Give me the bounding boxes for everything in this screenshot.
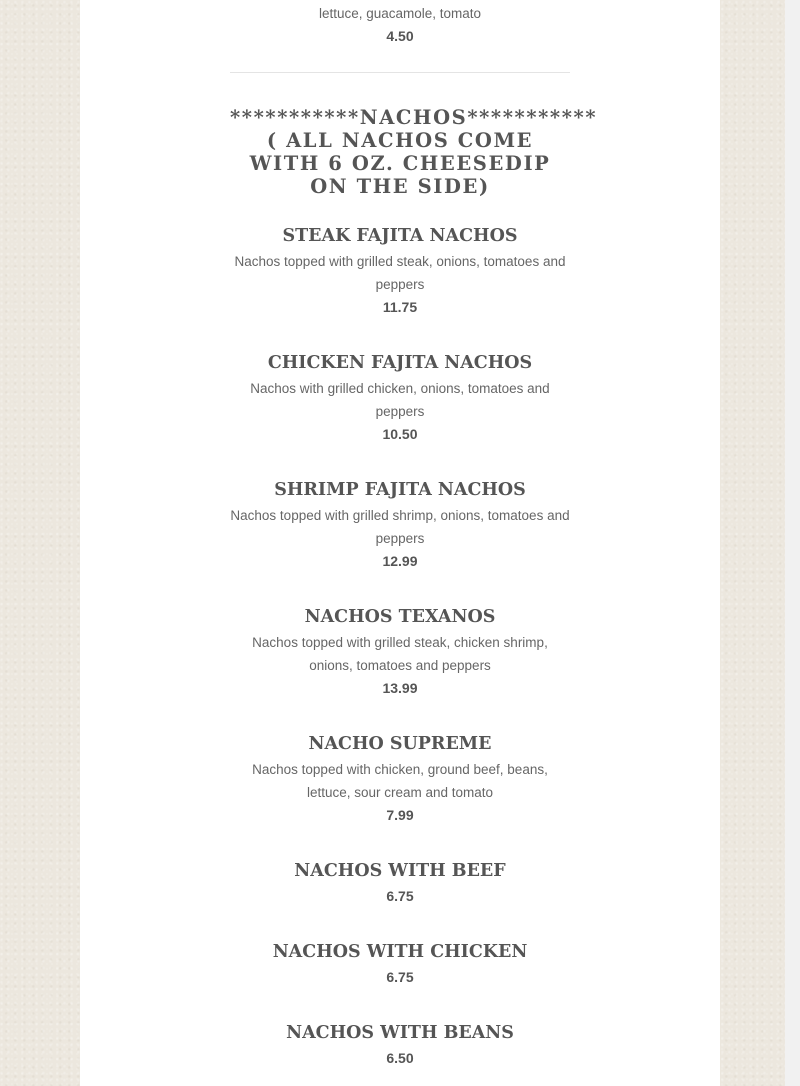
menu-item-nacho-supreme — [230, 730, 570, 827]
menu-item-name: NACHOS WITH BEANS — [286, 1023, 514, 1043]
menu-item-nachos-texanos — [230, 603, 570, 700]
menu-page — [80, 0, 720, 1086]
menu-item-name: NACHO SUPREME — [308, 734, 492, 754]
menu-item-name: STEAK FAJITA NACHOS — [282, 226, 518, 246]
menu-item-price: 7.99 — [386, 807, 414, 823]
menu-item-price: 11.75 — [382, 299, 418, 315]
menu-item-description: Nachos with grilled chicken, onions, tomatoes and peppers — [250, 381, 550, 419]
menu-item-list — [230, 222, 570, 1070]
menu-item-name: NACHOS WITH BEEF — [294, 861, 506, 881]
menu-item-chicken-fajita-nachos — [230, 349, 570, 446]
menu-item-nachos-with-chicken — [230, 938, 570, 989]
menu-item-price: 6.75 — [386, 888, 414, 904]
section-divider — [230, 72, 570, 73]
menu-item-description: Nachos topped with grilled shrimp, onions, tomatoes and peppers — [230, 508, 570, 546]
menu-item-description: Nachos topped with grilled steak, chicken shrimp, onions, tomatoes and peppers — [252, 635, 548, 673]
previous-item-description: lettuce, guacamole, tomato — [318, 6, 482, 21]
menu-item-price: 12.99 — [382, 553, 418, 569]
menu-item-price: 13.99 — [382, 680, 418, 696]
menu-item-steak-fajita-nachos — [230, 222, 570, 319]
menu-item-name: SHRIMP FAJITA NACHOS — [274, 480, 526, 500]
menu-item-description: Nachos topped with chicken, ground beef, beans, lettuce, sour cream and tomato — [252, 762, 548, 800]
menu-item-name: CHICKEN FAJITA NACHOS — [267, 353, 533, 373]
menu-column — [230, 0, 598, 1070]
menu-item-name: NACHOS WITH CHICKEN — [272, 942, 528, 962]
menu-item-price: 10.50 — [382, 426, 418, 442]
menu-item-price: 6.75 — [386, 969, 414, 985]
menu-item-description: Nachos topped with grilled steak, onions, tomatoes and peppers — [234, 254, 566, 292]
menu-item-price: 6.50 — [386, 1050, 414, 1066]
menu-item-name: NACHOS TEXANOS — [304, 607, 496, 627]
scrollbar-track[interactable] — [785, 0, 800, 1086]
menu-item-nachos-with-beef — [230, 857, 570, 908]
previous-menu-item — [230, 0, 570, 48]
menu-item-nachos-with-beans — [230, 1019, 570, 1070]
previous-item-price: 4.50 — [386, 28, 414, 44]
menu-item-shrimp-fajita-nachos — [230, 476, 570, 573]
section-title: ***********NACHOS*********** ( ALL NACHOS COME WITH 6 OZ. CHEESEDIP ON THE SIDE) — [230, 106, 598, 198]
